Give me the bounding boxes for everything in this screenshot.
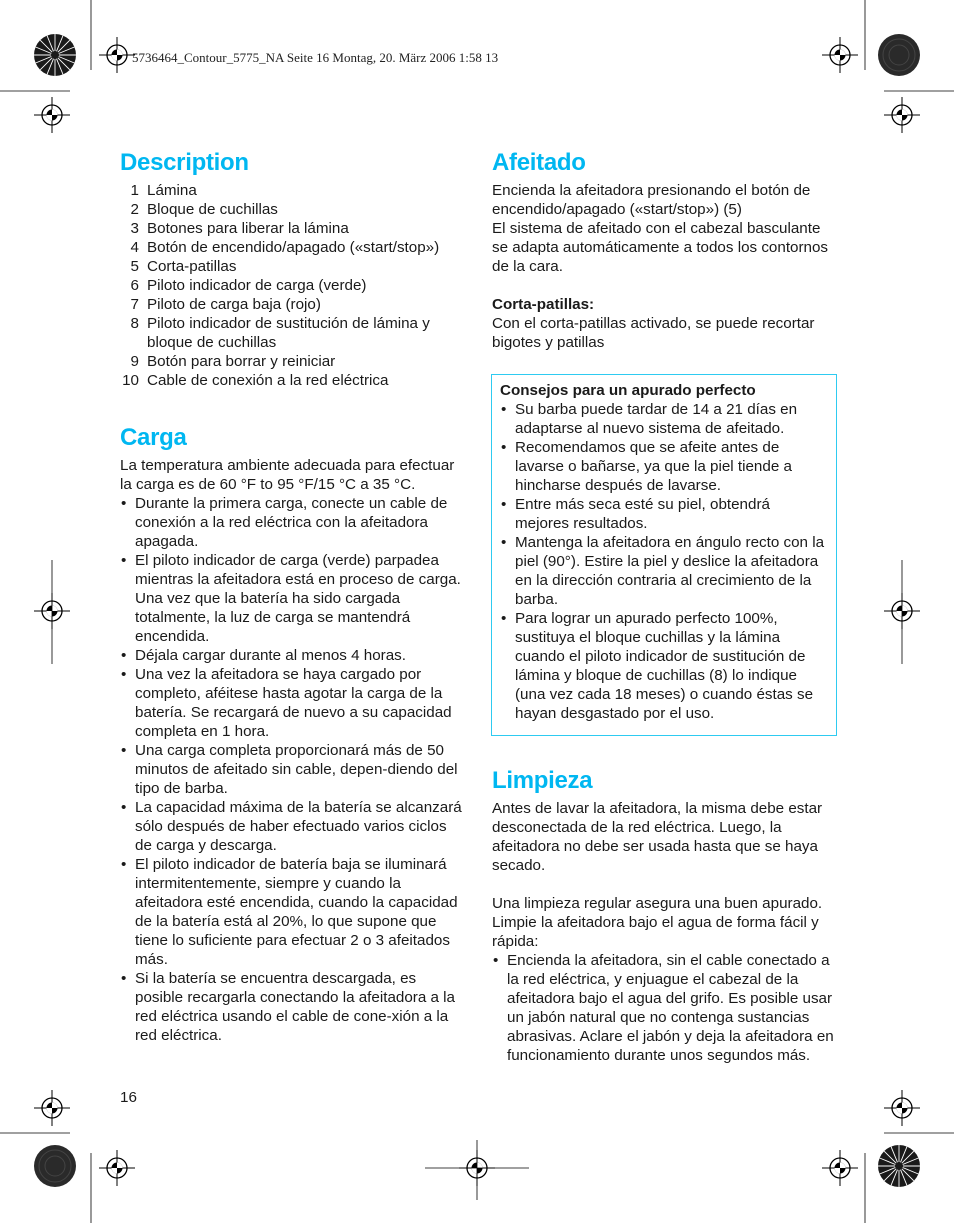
description-heading: Description [120,149,249,176]
item-number: 4 [130,239,139,256]
corta-patillas-text: Con el corta-patillas activado, se puede recortar bigotes y patillas [492,315,815,351]
carga-bullet: • La capacidad máxima de la batería se alcanzará sólo después de haber efectuado varios ciclos de carga y descarga. [120,798,465,855]
description-item [120,200,465,219]
item-text: Botón de encendido/apagado («start/stop») [147,239,440,256]
item-number: 8 [130,315,139,332]
carga-bullet: • Déjala cargar durante al menos 4 horas. [120,646,465,665]
item-number: 10 [122,372,139,389]
item-text: Piloto indicador de carga (verde) [147,277,367,294]
consejos-bullet: • Su barba puede tardar de 14 a 21 días en adaptarse al nuevo sistema de afeitado. [500,400,828,438]
carga-bullet: • El piloto indicador de carga (verde) parpadea mientras la afeitadora está en proceso de carga. Una vez que la batería ha sido cargada totalmente, la luz de carga se mantendrá encendida. [120,551,465,646]
description-item [120,371,465,390]
description-list [120,181,465,390]
description-item [120,219,465,238]
item-text: Corta-patillas [147,258,237,275]
item-text: Lámina [147,182,197,199]
item-number: 1 [130,182,139,199]
corta-patillas-heading: Corta-patillas: [492,296,595,313]
description-item [120,276,465,295]
description-item [120,352,465,371]
consejos-heading: Consejos para un apurado perfecto [500,382,756,399]
limpieza-heading: Limpieza [492,767,593,794]
consejos-box [491,374,837,736]
carga-list [120,494,465,1045]
item-number: 2 [130,201,139,218]
carga-heading: Carga [120,424,187,451]
description-item [120,295,465,314]
carga-bullet: • El piloto indicador de batería baja se iluminará intermitentemente, siempre y cuando la afeitadora esté encendida, cuando la capacidad de la batería está al 20%, lo que supone que tiene lo suficiente para efectuar 2 o 3 afeitados más. [120,855,465,969]
carga-intro: La temperatura ambiente adecuada para efectuar la carga es de 60 °F to 95 °F/15 °C a 35 °C. [120,457,455,493]
carga-bullet: • Si la batería se encuentra descargada, es posible recargarla conectando la afeitadora a la red eléctrica usando el cable de cone-xión a la red eléctrica. [120,969,465,1045]
consejos-bullet: • Para lograr un apurado perfecto 100%, sustituya el bloque cuchillas y la lámina cuando el piloto indicador de sustitución de lámina y bloque de cuchillas (8) lo indique (una vez cada 18 meses) o cuando éstas se hayan desgastado por el uso. [500,609,828,723]
limpieza-list [492,951,837,1065]
afeitado-heading: Afeitado [492,149,586,176]
limpieza-paragraph-1: Antes de lavar la afeitadora, la misma debe estar desconectada de la red eléctrica. Luego, la afeitadora no debe ser usada hasta que se haya secado. [492,800,823,874]
carga-bullet: • Durante la primera carga, conecte un cable de conexión a la red eléctrica con la afeitadora apagada. [120,494,465,551]
item-text: Bloque de cuchillas [147,201,278,218]
item-text: Piloto de carga baja (rojo) [147,296,321,313]
limpieza-bullet: • Encienda la afeitadora, sin el cable conectado a la red eléctrica, y enjuague el cabezal de la afeitadora bajo el agua del grifo. Es posible usar un jabón natural que no contenga sustancias abrasivas. Aclare el jabón y deja la afeitadora en funcionamiento durante unos segundos más. [492,951,837,1065]
description-item [120,314,465,352]
item-number: 7 [130,296,139,313]
print-slug: 5736464_Contour_5775_NA Seite 16 Montag, 20. März 2006 1:58 13 [132,50,499,65]
item-number: 5 [130,258,139,275]
consejos-bullet: • Entre más seca esté su piel, obtendrá mejores resultados. [500,495,828,533]
consejos-bullet: • Mantenga la afeitadora en ángulo recto con la piel (90°). Estire la piel y deslice la afeitadora en la dirección contraria al crecimiento de la barba. [500,533,828,609]
page-number: 16 [120,1089,137,1106]
carga-bullet: • Una vez la afeitadora se haya cargado por completo, aféitese hasta agotar la carga de la batería. Se recargará de nuevo a su capacidad completa en 1 hora. [120,665,465,741]
limpieza-paragraph-2: Una limpieza regular asegura una buen apurado. Limpie la afeitadora bajo el agua de forma fácil y rápida: [492,895,823,950]
description-item [120,238,465,257]
description-item [120,257,465,276]
item-number: 3 [130,220,139,237]
consejos-list [500,400,828,723]
left-column [120,148,465,1045]
item-number: 6 [130,277,139,294]
item-text: Botón para borrar y reiniciar [147,353,336,370]
item-number: 9 [130,353,139,370]
description-item [120,181,465,200]
consejos-bullet: • Recomendamos que se afeite antes de lavarse o bañarse, ya que la piel tiende a hincharse después de lavarse. [500,438,828,495]
item-text: Piloto indicador de sustitución de lámina y bloque de cuchillas [147,315,430,351]
right-column [492,148,837,1065]
afeitado-paragraph-2: El sistema de afeitado con el cabezal basculante se adapta automáticamente a todos los contornos de la cara. [492,220,829,275]
item-text: Cable de conexión a la red eléctrica [147,372,389,389]
item-text: Botones para liberar la lámina [147,220,349,237]
afeitado-paragraph-1: Encienda la afeitadora presionando el botón de encendido/apagado («start/stop») (5) [492,182,811,218]
carga-bullet: • Una carga completa proporcionará más de 50 minutos de afeitado sin cable, depen-diendo del tipo de barba. [120,741,465,798]
